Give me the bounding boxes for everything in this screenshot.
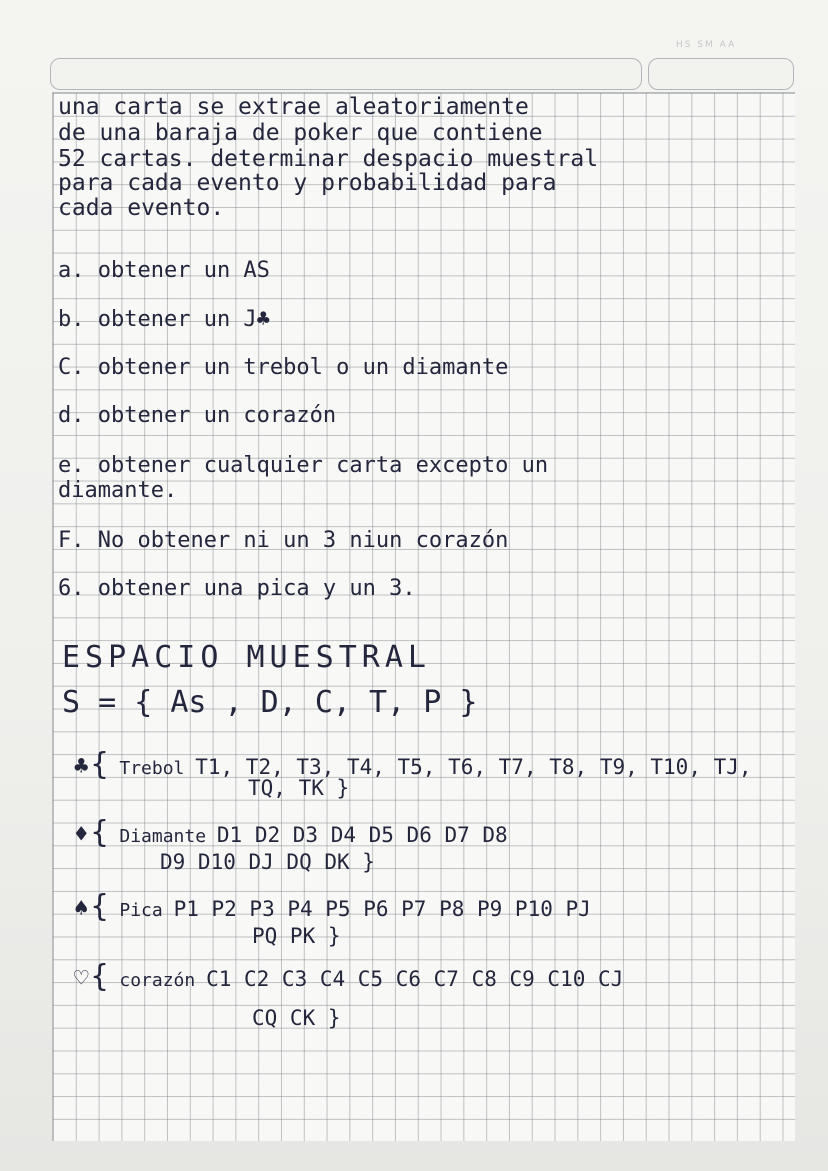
suit-name: corazón <box>119 970 196 991</box>
event-item-d: d. obtener un corazón <box>58 403 337 428</box>
suit-values: T1, T2, T3, T4, T5, T6, T7, T8, T9, T10, TJ, <box>195 755 752 779</box>
intro-line: para cada evento y probabilidad para <box>58 170 557 196</box>
suit-values: C1 C2 C3 C4 C5 C6 C7 C8 C9 C10 CJ <box>206 967 624 991</box>
spade-icon: ♠ <box>74 894 89 922</box>
event-item-f: F. No obtener ni un 3 niun corazón <box>58 528 509 553</box>
suit-row-spades: ♠{ Pica P1 P2 P3 P4 P5 P6 P7 P8 P9 P10 PJ <box>74 889 591 924</box>
event-item-c: C. obtener un trebol o un diamante <box>58 355 509 380</box>
header-box-title <box>50 58 642 90</box>
suit-row-diamonds: ♦{ Diamante D1 D2 D3 D4 D5 D6 D7 D8 <box>74 815 508 850</box>
suit-name: Pica <box>119 900 163 921</box>
event-item-e: e. obtener cualquier carta excepto un <box>58 453 549 478</box>
sample-space-set: S = { As , D, C, T, P } <box>62 685 478 720</box>
suit-row-clubs-cont: TQ, TK } <box>248 776 350 800</box>
club-icon: ♣ <box>74 752 89 780</box>
suit-name: Trebol <box>119 758 185 779</box>
suit-row-spades-cont: PQ PK } <box>252 924 341 948</box>
event-item-a: a. obtener un AS <box>58 258 270 283</box>
suit-values: P1 P2 P3 P4 P5 P6 P7 P8 P9 P10 PJ <box>173 897 591 921</box>
suit-values: D1 D2 D3 D4 D5 D6 D7 D8 <box>216 823 508 847</box>
suit-row-diamonds-cont: D9 D10 DJ DQ DK } <box>160 850 375 874</box>
diamond-icon: ♦ <box>74 820 89 848</box>
intro-line: 52 cartas. determinar despacio muestral <box>58 146 599 172</box>
event-item-g: 6. obtener una pica y un 3. <box>58 576 416 601</box>
heart-icon: ♡ <box>74 964 89 992</box>
suit-row-hearts-cont: CQ CK } <box>252 1006 341 1030</box>
intro-line: de una baraja de poker que contiene <box>58 120 543 146</box>
sample-space-title: ESPACIO MUESTRAL <box>62 640 431 675</box>
corner-marks: HS SM AA <box>676 40 737 50</box>
event-item-b: b. obtener un J♣ <box>58 307 270 332</box>
suit-row-clubs: ♣{ Trebol T1, T2, T3, T4, T5, T6, T7, T8, T9, T10, TJ, <box>74 747 752 782</box>
intro-line: una carta se extrae aleatoriamente <box>58 94 529 120</box>
suit-row-hearts: ♡{ corazón C1 C2 C3 C4 C5 C6 C7 C8 C9 C10 CJ <box>74 959 624 994</box>
intro-line: cada evento. <box>58 195 225 221</box>
event-item-e-cont: diamante. <box>58 478 178 503</box>
header-box-date <box>648 58 794 90</box>
suit-name: Diamante <box>119 826 207 847</box>
